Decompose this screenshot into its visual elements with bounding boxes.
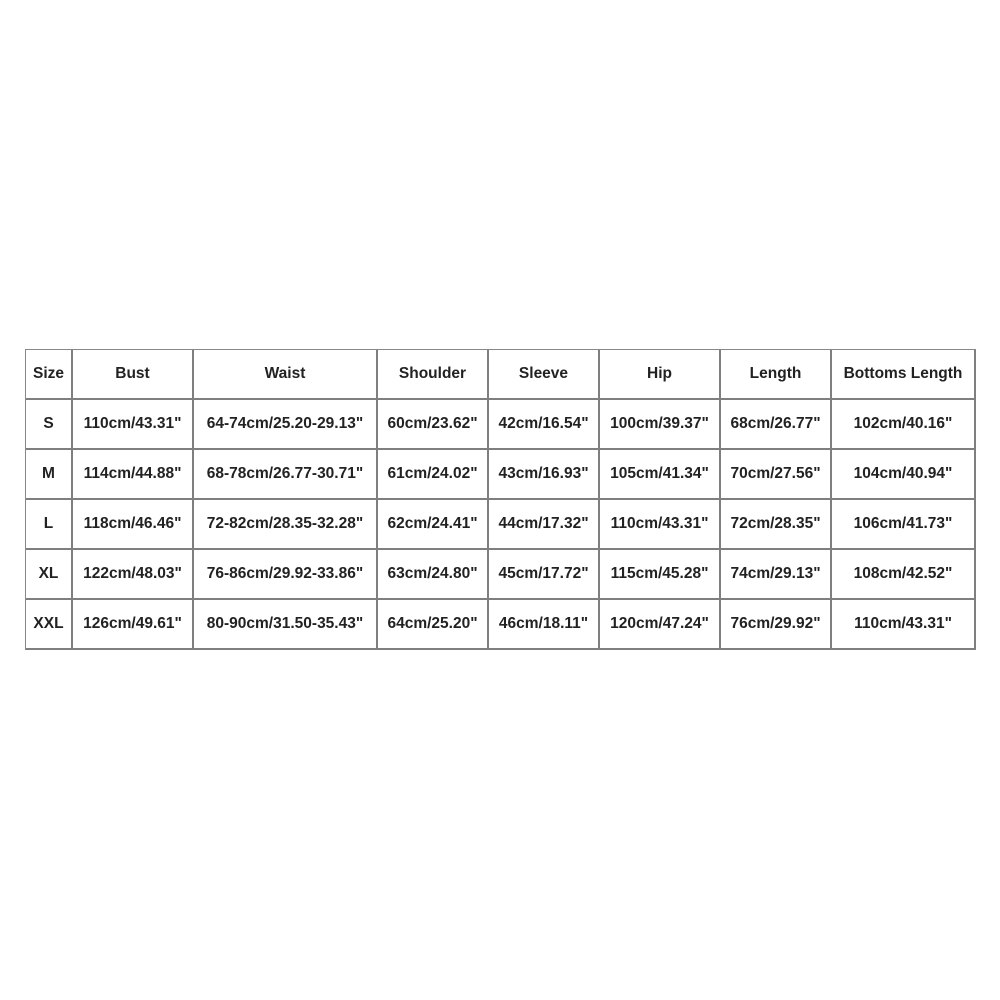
- cell-size: XXL: [26, 600, 73, 650]
- cell-hip: 100cm/39.37": [600, 400, 721, 450]
- cell-length: 74cm/29.13": [721, 550, 832, 600]
- cell-waist: 68-78cm/26.77-30.71": [194, 450, 378, 500]
- cell-waist: 72-82cm/28.35-32.28": [194, 500, 378, 550]
- cell-sleeve: 43cm/16.93": [489, 450, 600, 500]
- size-chart-table: [25, 349, 976, 650]
- cell-hip: 120cm/47.24": [600, 600, 721, 650]
- cell-bust: 122cm/48.03": [73, 550, 194, 600]
- table-header-row: [26, 350, 976, 400]
- table-row: [26, 450, 976, 500]
- cell-shoulder: 63cm/24.80": [378, 550, 489, 600]
- header-hip: Hip: [600, 350, 721, 400]
- header-length: Length: [721, 350, 832, 400]
- cell-bottoms-length: 106cm/41.73": [832, 500, 976, 550]
- cell-bust: 110cm/43.31": [73, 400, 194, 450]
- cell-size: XL: [26, 550, 73, 600]
- cell-bust: 118cm/46.46": [73, 500, 194, 550]
- cell-hip: 115cm/45.28": [600, 550, 721, 600]
- cell-waist: 64-74cm/25.20-29.13": [194, 400, 378, 450]
- cell-sleeve: 42cm/16.54": [489, 400, 600, 450]
- cell-sleeve: 44cm/17.32": [489, 500, 600, 550]
- header-waist: Waist: [194, 350, 378, 400]
- header-bottoms-length: Bottoms Length: [832, 350, 976, 400]
- cell-length: 76cm/29.92": [721, 600, 832, 650]
- header-sleeve: Sleeve: [489, 350, 600, 400]
- cell-size: L: [26, 500, 73, 550]
- cell-length: 68cm/26.77": [721, 400, 832, 450]
- cell-length: 70cm/27.56": [721, 450, 832, 500]
- header-bust: Bust: [73, 350, 194, 400]
- cell-bottoms-length: 110cm/43.31": [832, 600, 976, 650]
- cell-length: 72cm/28.35": [721, 500, 832, 550]
- table-row: [26, 600, 976, 650]
- cell-bottoms-length: 108cm/42.52": [832, 550, 976, 600]
- cell-bottoms-length: 102cm/40.16": [832, 400, 976, 450]
- cell-sleeve: 46cm/18.11": [489, 600, 600, 650]
- cell-shoulder: 64cm/25.20": [378, 600, 489, 650]
- cell-shoulder: 62cm/24.41": [378, 500, 489, 550]
- cell-hip: 105cm/41.34": [600, 450, 721, 500]
- cell-size: S: [26, 400, 73, 450]
- table-row: [26, 550, 976, 600]
- cell-hip: 110cm/43.31": [600, 500, 721, 550]
- header-shoulder: Shoulder: [378, 350, 489, 400]
- header-size: Size: [26, 350, 73, 400]
- table-row: [26, 400, 976, 450]
- cell-shoulder: 61cm/24.02": [378, 450, 489, 500]
- cell-bust: 114cm/44.88": [73, 450, 194, 500]
- table-row: [26, 500, 976, 550]
- cell-bust: 126cm/49.61": [73, 600, 194, 650]
- cell-bottoms-length: 104cm/40.94": [832, 450, 976, 500]
- cell-sleeve: 45cm/17.72": [489, 550, 600, 600]
- cell-waist: 80-90cm/31.50-35.43": [194, 600, 378, 650]
- cell-shoulder: 60cm/23.62": [378, 400, 489, 450]
- cell-waist: 76-86cm/29.92-33.86": [194, 550, 378, 600]
- cell-size: M: [26, 450, 73, 500]
